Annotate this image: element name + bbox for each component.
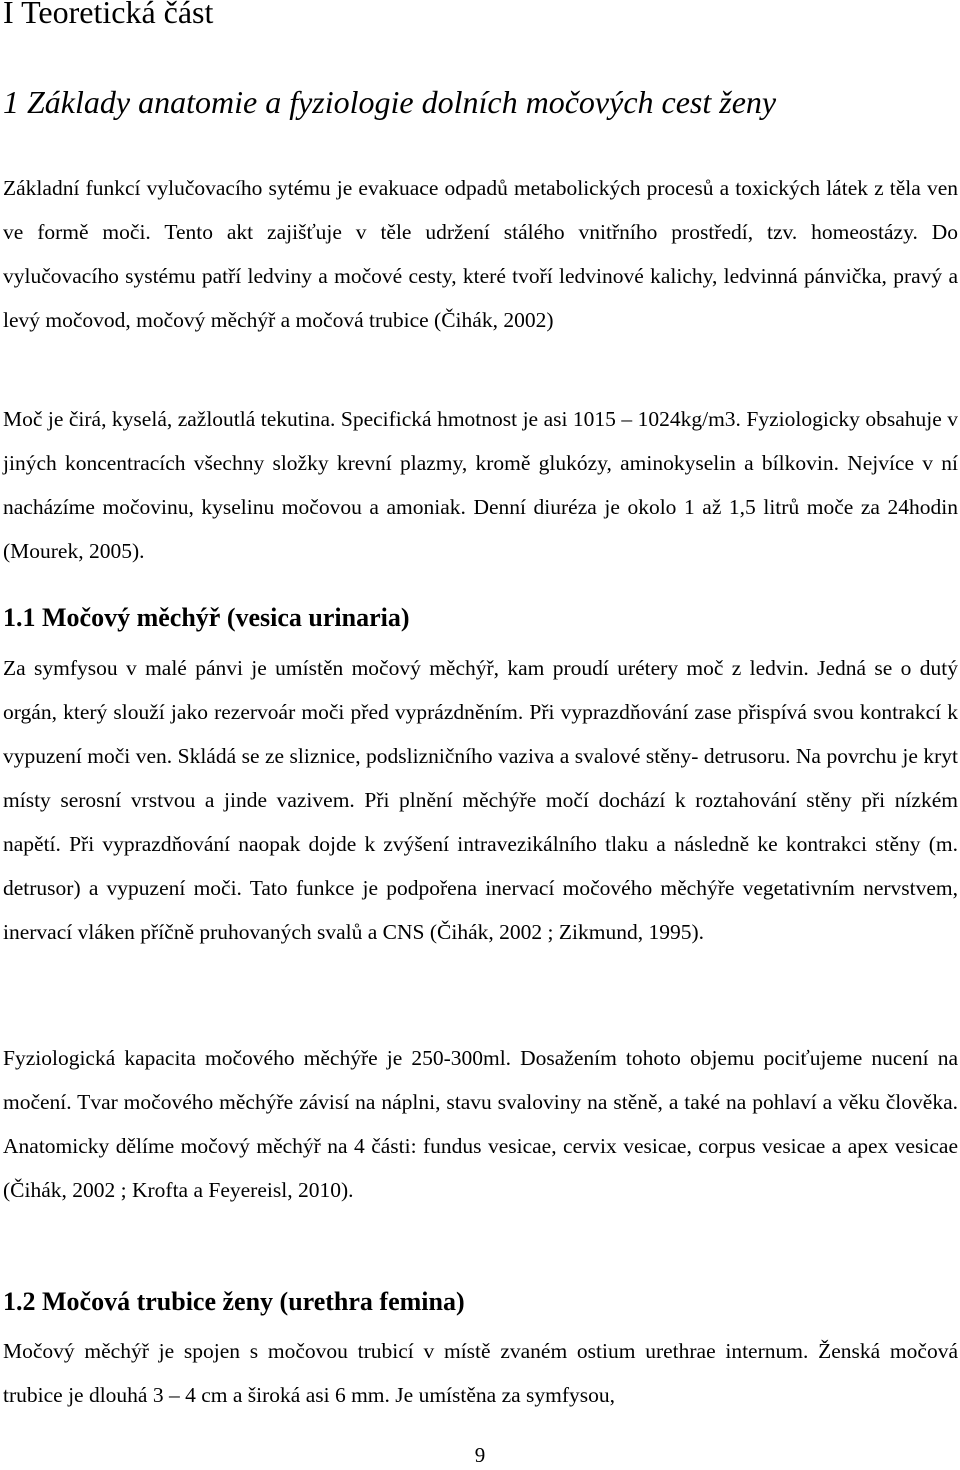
paragraph-bladder-capacity: Fyziologická kapacita močového měchýře je 250-300ml. Dosažením tohoto objemu pociťujeme nucení na močení. Tvar močového měchýře závisí na náplni, stavu svaloviny na stěně, a také na pohlaví a věku člověka. Anatomicky dělíme močový měchýř na 4 části: fundus vesicae, cervix vesicae, corpus vesicae a apex vesicae (Čihák, 2002 ; Krofta a Feyereisl, 2010). — [3, 1046, 958, 1202]
paragraph-urine: Moč je čirá, kyselá, zažloutlá tekutina. Specifická hmotnost je asi 1015 – 1024kg/m3. Fyziologicky obsahuje v jiných koncentracích všechny složky krevní plazmy, kromě glukózy, aminokyselin a bílkovin. Nejvíce v ní nacházíme močovinu, kyselinu močovou a amoniak. Denní diuréza je okolo 1 až 1,5 litrů moče za 24hodin (Mourek, 2005). — [3, 407, 958, 563]
paragraph-urethra: Močový měchýř je spojen s močovou trubicí v místě zvaném ostium urethrae internum. Ženská močová trubice je dlouhá 3 – 4 cm a široká asi 6 mm. Je umístěna za symfysou, — [3, 1339, 958, 1407]
paragraph-urinary-system: Základní funkcí vylučovacího sytému je evakuace odpadů metabolických procesů a toxických látek z těla ven ve formě moči. Tento akt zajišťuje v těle udržení stálého vnitřního prostředí, tzv. homeostázy. Do vylučovacího systému patří ledviny a močové cesty, které tvoří ledvinové kalichy, ledvinná pánvička, pravý a levý močovod, močový měchýř a močová trubice (Čihák, 2002) — [3, 176, 958, 332]
part-heading: I Teoretická část — [3, 0, 214, 30]
section-heading-bladder: 1.1 Močový měchýř (vesica urinaria) — [3, 603, 410, 632]
section-heading-urethra: 1.2 Močová trubice ženy (urethra femina) — [3, 1287, 465, 1316]
paragraph-bladder: Za symfysou v malé pánvi je umístěn močový měchýř, kam proudí urétery moč z ledvin. Jedná se o dutý orgán, který slouží jako rezervoár moči před vyprázdněním. Při vyprazdňování zase přispívá svou kontrakcí k vypuzení moči ven. Skládá se ze sliznice, podslizničního vaziva a svalové stěny- detrusoru. Na povrchu je kryt místy serosní vrstvou a jinde vazivem. Při plnění měchýře močí dochází k roztahování stěny při nízkém napětí. Při vyprazdňování naopak dojde k zvýšení intravezikálního tlaku a následně ke kontrakci stěny (m. detrusor) a vypuzení moči. Tato funkce je podpořena inervací močového měchýře vegetativním nervstvem, inervací vláken příčně pruhovaných svalů a CNS (Čihák, 2002 ; Zikmund, 1995). — [3, 656, 958, 944]
page-number: 9 — [474, 1443, 486, 1467]
chapter-heading: 1 Základy anatomie a fyziologie dolních močových cest ženy — [3, 84, 777, 120]
